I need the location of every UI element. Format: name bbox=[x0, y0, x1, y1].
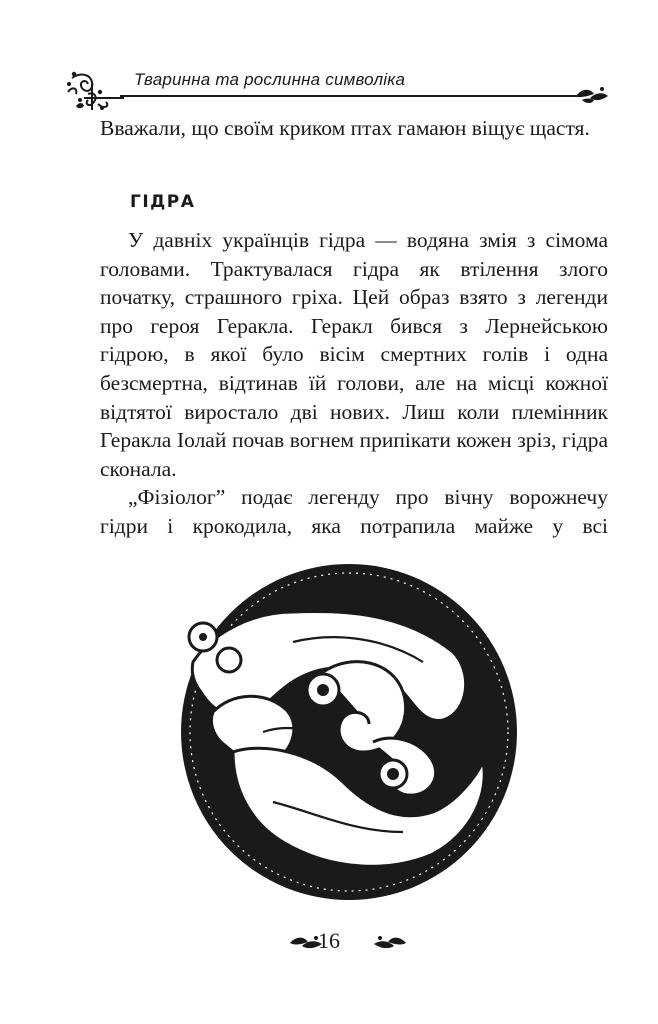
body-paragraph-2: „Фізіолог” подає легенду про вічну ворожнечу гідри і крокодила, яка потрапила майже у всі bbox=[100, 485, 608, 538]
intro-paragraph: Вважали, що своїм криком птах гамаюн віщує щастя. bbox=[100, 116, 590, 140]
page-footer bbox=[0, 928, 658, 958]
intro-text bbox=[100, 114, 608, 143]
section-body bbox=[100, 226, 608, 541]
running-title: Тваринна та рослинна символіка bbox=[134, 70, 406, 89]
corner-ornament-icon bbox=[64, 68, 128, 112]
leaf-ornament-icon bbox=[372, 934, 408, 952]
hydra-crocodile-medallion-icon bbox=[173, 542, 525, 916]
section-heading: ГІДРА bbox=[130, 192, 196, 212]
leaf-ornament-icon bbox=[574, 84, 610, 106]
running-header bbox=[64, 62, 610, 112]
header-rule bbox=[120, 95, 582, 97]
page-number: 16 bbox=[318, 928, 340, 953]
body-paragraph-1: У давніх українців гідра — водяна змія з сімома головами. Трактувалася гідра як втілення злого початку, страшного гріха. Цей образ взято з легенди про героя Геракла. Геракл бився з Лернейською гідрою, в якої було вісім смертних голів і одна безсмертна, відтинав їй голови, але на місці кожної відтятої виростало дві нових. Лиш коли племінник Геракла Іолай почав вогнем припікати кожен зріз, гідра сконала. bbox=[100, 228, 608, 481]
